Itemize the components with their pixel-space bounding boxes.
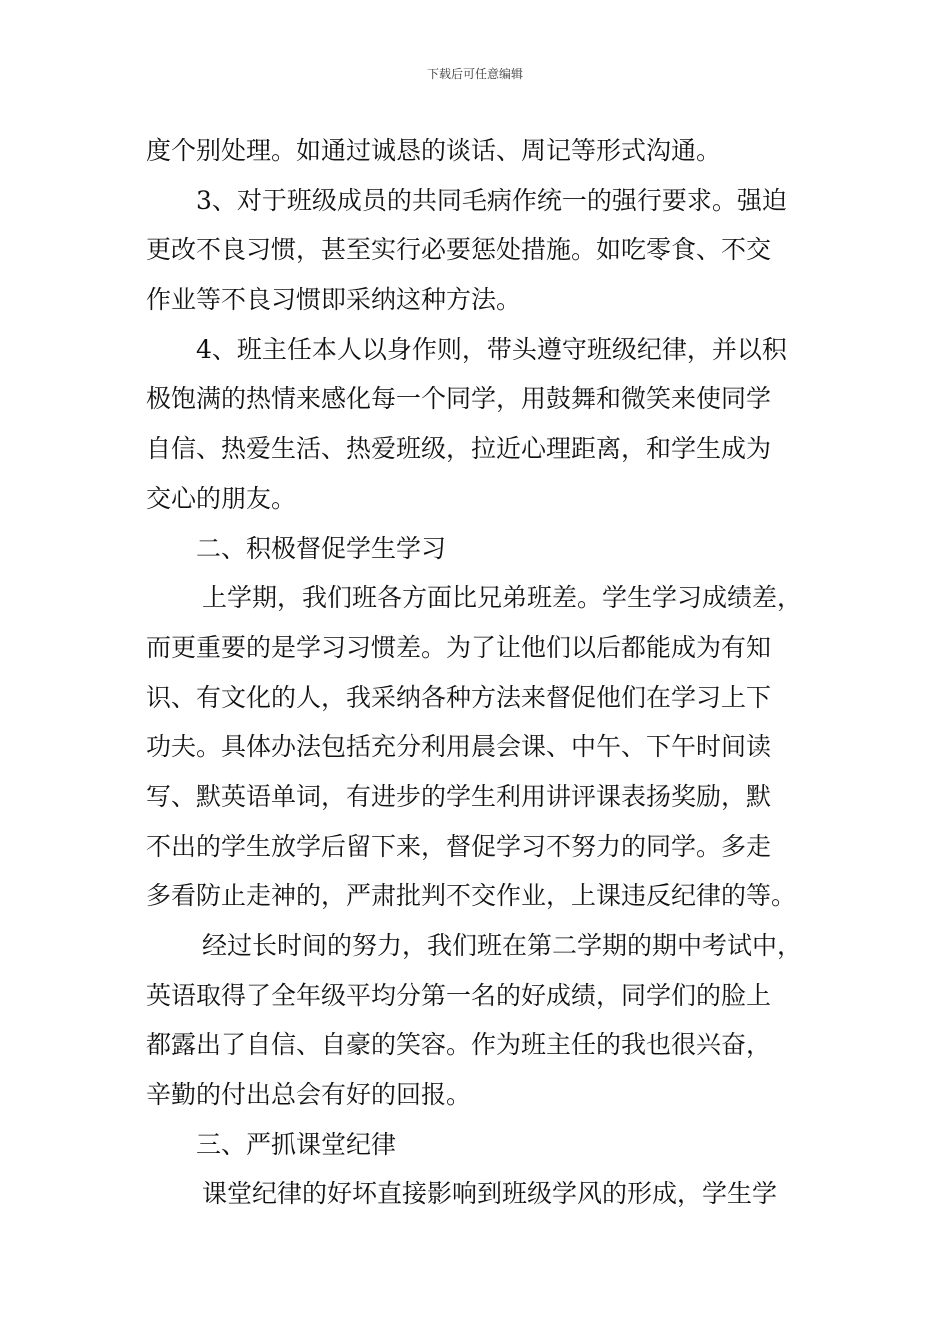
text-line: 交心的朋友。 (146, 483, 297, 513)
text-line: 写、默英语单词，有进步的学生利用讲评课表扬奖励，默 (146, 781, 772, 811)
text-line: 功夫。具体办法包括充分利用晨会课、中午、下午时间读 (146, 732, 772, 762)
text-line: 极饱满的热情来感化每一个同学，用鼓舞和微笑来使同学 (146, 384, 772, 414)
text-line: 自信、热爱生活、热爱班级，拉近心理距离，和学生成为 (146, 434, 772, 464)
text-line: 课堂纪律的好坏直接影响到班级学风的形成，学生学 (202, 1179, 778, 1209)
text-line: 经过长时间的努力，我们班在第二学期的期中考试中， (202, 931, 803, 960)
text-line: 英语取得了全年级平均分第一名的好成绩，同学们的脸上 (146, 980, 772, 1010)
text-line: 3、对于班级成员的共同毛病作统一的强行要求。强迫 (196, 185, 787, 215)
text-line: 辛勤的付出总会有好的回报。 (146, 1080, 472, 1110)
text-line: 不出的学生放学后留下来，督促学习不努力的同学。多走 (146, 831, 772, 861)
text-line: 上学期，我们班各方面比兄弟班差。学生学习成绩差， (202, 583, 803, 613)
text-line: 多看防止走神的，严肃批判不交作业，上课违反纪律的等。 (146, 881, 797, 911)
text-line: 4、班主任本人以身作则，带头遵守班级纪律，并以积 (196, 334, 787, 364)
page-header: 下载后可任意编辑 (426, 67, 523, 81)
text-line: 都露出了自信、自豪的笑容。作为班主任的我也很兴奋， (146, 1030, 772, 1060)
text-line: 而更重要的是学习习惯差。为了让他们以后都能成为有知 (146, 632, 772, 662)
section-heading: 二、积极督促学生学习 (196, 533, 447, 563)
section-heading: 三、严抓课堂纪律 (196, 1129, 397, 1159)
text-line: 识、有文化的人，我采纳各种方法来督促他们在学习上下 (146, 682, 772, 712)
text-line: 作业等不良习惯即采纳这种方法。 (146, 285, 522, 315)
document-body (146, 126, 811, 1219)
text-line: 度个别处理。如通过诚恳的谈话、周记等形式沟通。 (146, 136, 722, 165)
text-line: 更改不良习惯，甚至实行必要惩处措施。如吃零食、不交 (146, 235, 772, 265)
